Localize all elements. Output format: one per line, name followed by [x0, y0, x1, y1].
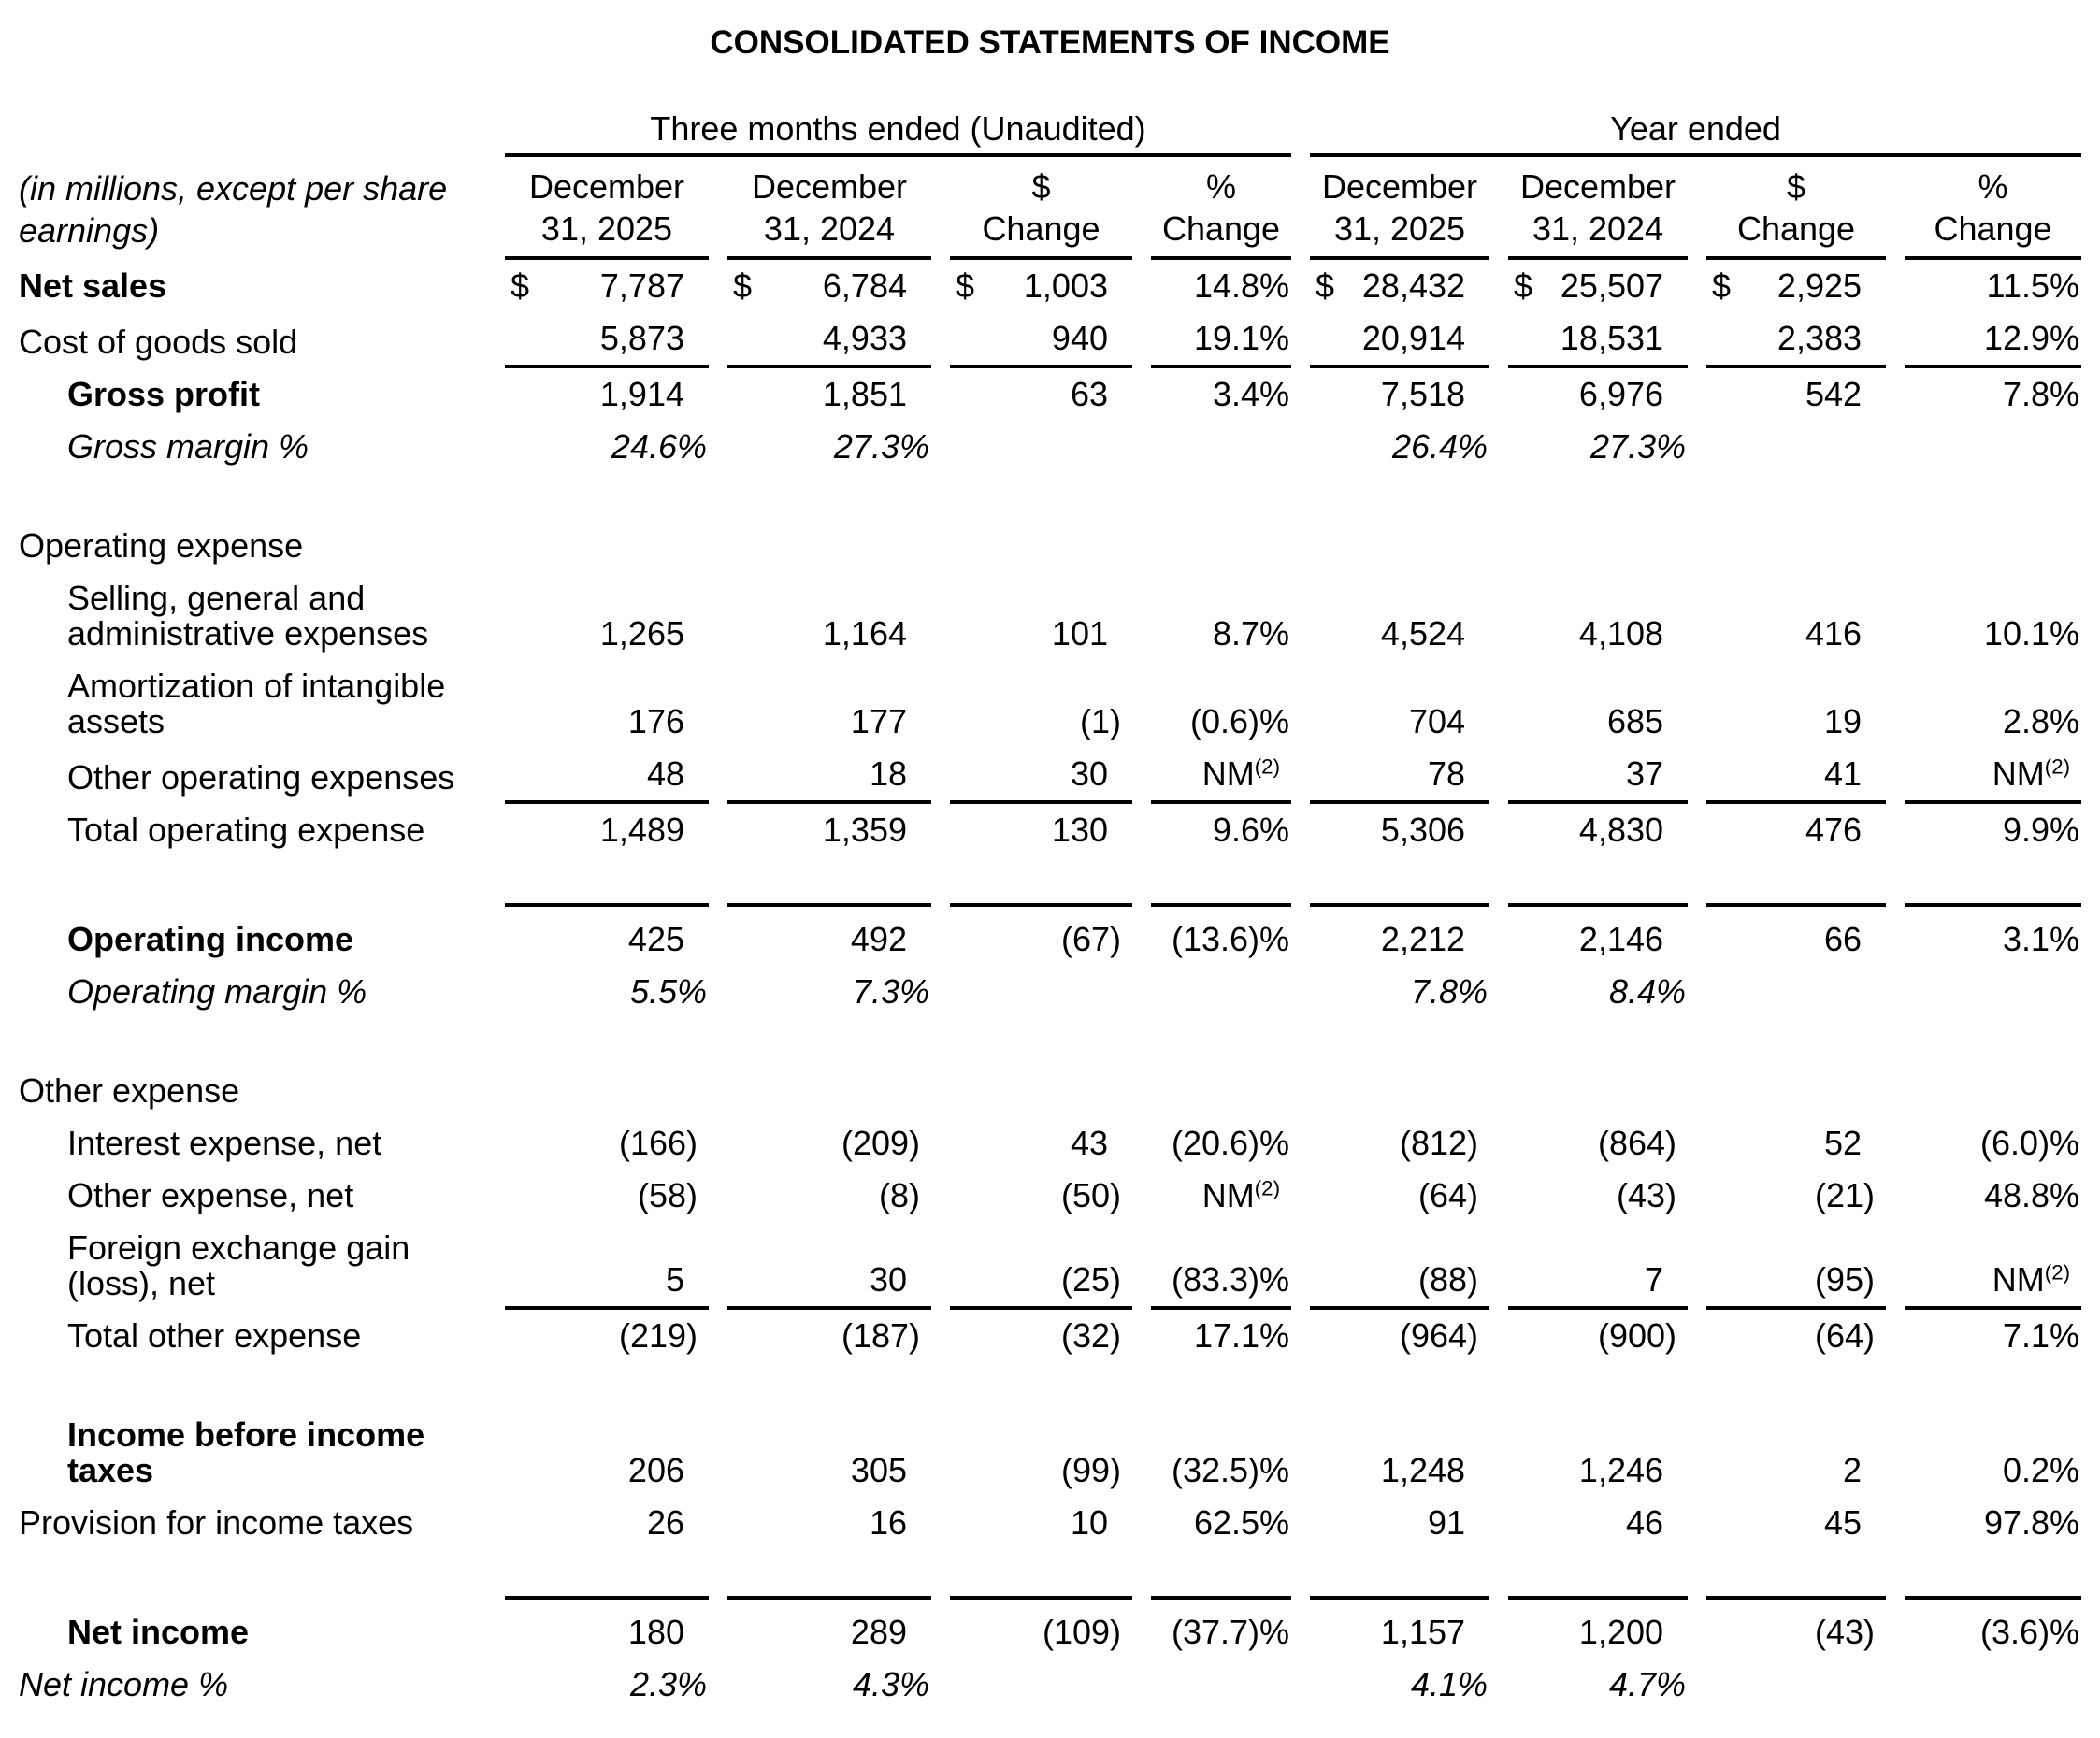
value-cell: 7.8% [1410, 972, 1489, 1011]
value-cell: (64) [1814, 1316, 1876, 1355]
value-cell: (25) [950, 1222, 1132, 1310]
value-cell: $ 1,003 [950, 260, 1132, 312]
value-cell: 1,164 [822, 614, 907, 653]
value-cell: (43) [1616, 1176, 1677, 1214]
value-cell [1310, 520, 1489, 572]
value-cell: (58) [637, 1176, 698, 1214]
value-cell [1706, 421, 1886, 473]
value-cell: 10 [1070, 1503, 1108, 1542]
row-label-line: Provision for income taxes [19, 1503, 414, 1542]
row-label-line: Net income [67, 1613, 250, 1651]
value-cell: 4.3% [852, 1665, 929, 1703]
value-cell: (187) [841, 1316, 920, 1355]
value-cell: 2.3% [629, 1665, 707, 1703]
column-header-line: December [1321, 167, 1478, 206]
table-row [19, 260, 2081, 312]
value-cell: 476 [1805, 811, 1863, 849]
value-cell: (6.0)% [1980, 1124, 2080, 1162]
value-cell: 45 [1823, 1503, 1863, 1542]
dollar-sign: $ [733, 266, 753, 305]
value-cell [1151, 1065, 1291, 1117]
column-header-line: December [751, 167, 908, 206]
value-cell: 26 [646, 1503, 684, 1542]
row-label [19, 421, 486, 473]
value-cell: 46 [1625, 1503, 1664, 1542]
value-cell: 1,914 [599, 375, 684, 413]
spacer-cell [19, 1549, 2081, 1596]
value-cell: $ 25,507 [1508, 260, 1688, 312]
row-label-line: Selling, general and [67, 579, 366, 617]
units-note-line: (in millions, except per share [19, 169, 448, 208]
column-header [1905, 157, 2081, 260]
value-cell: 8.7% [1212, 614, 1290, 653]
group-header-row [19, 103, 2081, 157]
row-label-line: Foreign exchange gain [67, 1228, 410, 1267]
column-header-line: Change [1736, 209, 1856, 248]
value-cell [1905, 421, 2081, 473]
value-cell: (1) [1080, 702, 1121, 740]
value-cell: (109) [950, 1596, 1132, 1659]
table-row [19, 1596, 2081, 1659]
value-cell: 48 [505, 748, 709, 804]
value-cell: 416 [1805, 614, 1863, 653]
column-header-line: 31, 2025 [540, 209, 673, 248]
group-header-three-months: Three months ended (Unaudited) [505, 103, 1291, 157]
value-cell: 1,851 [822, 375, 907, 413]
spacer-cell [19, 1362, 2081, 1409]
row-label [19, 804, 486, 856]
value-cell: 2.8% [2003, 702, 2080, 740]
value-cell: 30 [950, 748, 1132, 804]
row-label [19, 966, 486, 1018]
value-cell: 10.1% [1983, 614, 2080, 653]
value-cell: (0.6)% [1189, 702, 1290, 740]
value-cell: 48.8% [1983, 1176, 2080, 1214]
table-row [19, 520, 2081, 572]
column-header-line: 31, 2024 [1532, 209, 1664, 248]
table-row [19, 1409, 2081, 1497]
value-cell: 37 [1508, 748, 1688, 804]
value-cell [1151, 966, 1291, 1018]
table-row [19, 368, 2081, 421]
value-cell [950, 966, 1132, 1018]
table-row [19, 1659, 2081, 1711]
value-cell: $ 6,784 [727, 260, 931, 312]
value-cell: (8) [879, 1176, 920, 1214]
value-cell: 176 [627, 702, 684, 740]
corner-cell [19, 103, 486, 157]
value-cell: 4,108 [1578, 614, 1664, 653]
value-cell: (864) [1597, 1124, 1677, 1162]
value-cell: 940 [950, 312, 1132, 368]
value-cell: (219) [618, 1316, 698, 1355]
spacer-row [19, 856, 2081, 903]
row-label-line: Amortization of intangible [67, 667, 446, 705]
units-note [19, 157, 486, 260]
value-cell: 4,524 [1380, 614, 1466, 653]
value-cell: 9.6% [1212, 811, 1290, 849]
table-row [19, 660, 2081, 748]
value-cell: (83.3)% [1151, 1222, 1291, 1310]
value-cell: 7 [1508, 1222, 1688, 1310]
value-cell: 1,248 [1380, 1451, 1466, 1489]
table-row [19, 572, 2081, 660]
footnote-marker: (2) [2044, 1260, 2071, 1285]
row-label [19, 1659, 486, 1711]
value-cell: NM$^{(2)}$ [1151, 748, 1291, 804]
value-cell: 7.3% [852, 972, 929, 1011]
table-row [19, 804, 2081, 856]
value-cell: 6,976 [1578, 375, 1664, 413]
value-cell: 78 [1310, 748, 1489, 804]
row-label-line: Other expense [19, 1071, 240, 1110]
value-cell: 492 [727, 903, 931, 966]
table-row [19, 966, 2081, 1018]
value-cell: 1,359 [822, 811, 907, 849]
value-cell: 66 [1706, 903, 1886, 966]
value-cell: 26.4% [1391, 427, 1489, 466]
row-label [19, 572, 486, 660]
value-cell [1905, 520, 2081, 572]
value-cell: 7,518 [1380, 375, 1466, 413]
spacer-cell [19, 473, 2081, 520]
value-cell: 130 [1051, 811, 1108, 849]
dollar-sign: $ [1712, 266, 1732, 305]
value-cell: 2,146 [1508, 903, 1688, 966]
row-label [19, 520, 486, 572]
value-cell [1706, 1065, 1886, 1117]
column-header-line: % [1206, 167, 1237, 206]
value-cell: (20.6)% [1171, 1124, 1290, 1162]
column-header-line: December [1519, 167, 1676, 206]
group-header-year-ended: Year ended [1310, 103, 2081, 157]
value-cell: 43 [1070, 1124, 1108, 1162]
row-label-line: Net sales [19, 266, 167, 305]
row-label-line: Operating income [67, 920, 354, 958]
value-cell [1151, 520, 1291, 572]
row-label-line: (loss), net [67, 1264, 216, 1302]
column-header-line: December [528, 167, 685, 206]
value-cell: $ 2,925 [1706, 260, 1886, 312]
value-cell: 4,830 [1578, 811, 1664, 849]
value-cell: 63 [1070, 375, 1108, 413]
value-cell: 97.8% [1983, 1503, 2080, 1542]
value-cell: (50) [1060, 1176, 1121, 1214]
value-cell: 2,383 [1706, 312, 1886, 368]
value-cell: 3.1% [1905, 903, 2081, 966]
table-row [19, 1117, 2081, 1170]
column-header [1508, 157, 1688, 260]
value-cell: (13.6)% [1151, 903, 1291, 966]
value-cell: 17.1% [1193, 1316, 1290, 1355]
spacer-row [19, 1018, 2081, 1065]
column-header-line: $ [1031, 167, 1051, 206]
column-header-line: Change [1161, 209, 1281, 248]
value-cell: 5,873 [505, 312, 709, 368]
spacer-row [19, 473, 2081, 520]
value-cell [1706, 1659, 1886, 1711]
value-cell [950, 1659, 1132, 1711]
spacer-cell [19, 1018, 2081, 1065]
row-label-line: Cost of goods sold [19, 323, 298, 361]
table-row [19, 1310, 2081, 1362]
table-row [19, 312, 2081, 368]
value-cell: 1,157 [1310, 1596, 1489, 1659]
value-cell: 62.5% [1193, 1503, 1290, 1542]
row-label [19, 1222, 486, 1310]
income-statement-table [0, 103, 2100, 1711]
value-cell: $ 7,787 [505, 260, 709, 312]
table-row [19, 903, 2081, 966]
value-cell: (64) [1417, 1176, 1479, 1214]
value-cell: 101 [1051, 614, 1108, 653]
spacer-row [19, 1549, 2081, 1596]
value-cell: 8.4% [1608, 972, 1687, 1011]
value-cell: (95) [1706, 1222, 1886, 1310]
value-cell [727, 520, 931, 572]
column-header [1151, 157, 1291, 260]
value-cell: 5 [505, 1222, 709, 1310]
value-cell: NM$^{(2)}$ [1905, 1222, 2081, 1310]
value-cell [1151, 421, 1291, 473]
value-cell [950, 421, 1132, 473]
row-label-line: Other expense, net [67, 1176, 354, 1214]
value-cell: (964) [1399, 1316, 1479, 1355]
value-cell: 91 [1427, 1503, 1466, 1542]
table-row [19, 1065, 2081, 1117]
table-row [19, 1222, 2081, 1310]
value-cell: (21) [1814, 1176, 1876, 1214]
dollar-sign: $ [511, 266, 530, 305]
value-cell: 542 [1805, 375, 1863, 413]
value-cell [505, 1065, 709, 1117]
value-cell: 5,306 [1380, 811, 1466, 849]
row-label-line: assets [67, 702, 165, 740]
units-note-line: earnings) [19, 211, 160, 250]
value-cell: 18 [727, 748, 931, 804]
value-cell: 180 [505, 1596, 709, 1659]
value-cell [950, 520, 1132, 572]
dollar-sign: $ [1514, 266, 1533, 305]
value-cell: 24.6% [611, 427, 707, 466]
spacer-cell [19, 856, 2081, 903]
dollar-sign: $ [1316, 266, 1335, 305]
value-cell: 289 [727, 1596, 931, 1659]
value-cell: (67) [950, 903, 1132, 966]
column-header-line: Change [1934, 209, 2052, 248]
value-cell: 4.1% [1410, 1665, 1489, 1703]
value-cell [1905, 966, 2081, 1018]
row-label [19, 903, 486, 966]
row-label-line: Interest expense, net [67, 1124, 382, 1162]
dollar-sign: $ [956, 266, 975, 305]
value-cell: NM$^{(2)}$ [1905, 748, 2081, 804]
row-label [19, 1065, 486, 1117]
column-header-line: 31, 2024 [763, 209, 896, 248]
table-row [19, 748, 2081, 804]
column-header [727, 157, 931, 260]
income-table-body [19, 103, 2081, 1711]
value-cell: $ 28,432 [1310, 260, 1489, 312]
column-header-row [19, 157, 2081, 260]
value-cell [950, 1065, 1132, 1117]
column-header-line: % [1978, 167, 2008, 206]
row-label [19, 1409, 486, 1497]
value-cell: (37.7)% [1151, 1596, 1291, 1659]
column-header-line: $ [1787, 167, 1806, 206]
value-cell [1706, 966, 1886, 1018]
footnote-marker: (2) [2044, 754, 2071, 779]
row-label-line: Net income % [19, 1665, 229, 1703]
value-cell: 19.1% [1151, 312, 1291, 368]
row-label [19, 368, 486, 421]
value-cell: (3.6)% [1905, 1596, 2081, 1659]
column-header [1310, 157, 1489, 260]
column-header-line: 31, 2025 [1333, 209, 1466, 248]
value-cell: (99) [1060, 1451, 1121, 1489]
value-cell [1905, 1659, 2081, 1711]
value-cell: 52 [1823, 1124, 1863, 1162]
value-cell: 206 [627, 1451, 684, 1489]
table-row [19, 1170, 2081, 1222]
value-cell [505, 520, 709, 572]
value-cell: 27.3% [833, 427, 929, 466]
value-cell: 177 [850, 702, 907, 740]
row-label [19, 748, 486, 804]
column-header [505, 157, 709, 260]
value-cell [727, 1065, 931, 1117]
value-cell: 11.5% [1986, 266, 2080, 305]
value-cell: 4.7% [1608, 1665, 1687, 1703]
value-cell: 19 [1823, 702, 1863, 740]
row-label-line: Operating expense [19, 526, 304, 565]
row-label [19, 1497, 486, 1549]
value-cell: (166) [618, 1124, 698, 1162]
row-label-line: taxes [67, 1451, 154, 1489]
row-label-line: Gross margin % [67, 427, 309, 466]
value-cell: 12.9% [1905, 312, 2081, 368]
footnote-marker: (2) [1254, 1176, 1281, 1200]
value-cell: 9.9% [2003, 811, 2080, 849]
value-cell: 1,489 [599, 811, 684, 849]
value-cell: 685 [1606, 702, 1664, 740]
value-cell: 18,531 [1508, 312, 1688, 368]
value-cell: (32) [1060, 1316, 1121, 1355]
row-label-line: administrative expenses [67, 614, 429, 653]
value-cell: 704 [1408, 702, 1466, 740]
value-cell: 14.8% [1193, 266, 1290, 305]
value-cell: 41 [1706, 748, 1886, 804]
value-cell [1310, 1065, 1489, 1117]
value-cell [1508, 520, 1688, 572]
value-cell: (43) [1706, 1596, 1886, 1659]
value-cell: 305 [850, 1451, 907, 1489]
value-cell: 1,265 [599, 614, 684, 653]
column-header [1706, 157, 1886, 260]
report-title: CONSOLIDATED STATEMENTS OF INCOME [710, 24, 1390, 61]
row-label [19, 1596, 486, 1659]
value-cell: 27.3% [1589, 427, 1687, 466]
value-cell: 5.5% [629, 972, 707, 1011]
value-cell [1151, 1659, 1291, 1711]
row-label [19, 1310, 486, 1362]
value-cell: 425 [505, 903, 709, 966]
column-header-line: Change [982, 209, 1100, 248]
value-cell: 2 [1842, 1451, 1863, 1489]
row-label [19, 260, 486, 312]
row-label [19, 1117, 486, 1170]
value-cell: 0.2% [2003, 1451, 2080, 1489]
footnote-marker: (2) [1254, 754, 1281, 779]
value-cell: 4,933 [727, 312, 931, 368]
value-cell: (32.5)% [1171, 1451, 1290, 1489]
value-cell [1508, 1065, 1688, 1117]
table-row [19, 1497, 2081, 1549]
row-label [19, 660, 486, 748]
value-cell: 30 [727, 1222, 931, 1310]
value-cell: 16 [869, 1503, 907, 1542]
value-cell: 2,212 [1310, 903, 1489, 966]
value-cell: 1,200 [1508, 1596, 1688, 1659]
value-cell: 7.1% [2003, 1316, 2080, 1355]
row-label [19, 1170, 486, 1222]
row-label-line: Other operating expenses [67, 758, 455, 797]
row-label-line: Gross profit [67, 375, 261, 413]
row-label-line: Total operating expense [67, 811, 425, 849]
value-cell: (88) [1310, 1222, 1489, 1310]
row-label [19, 312, 486, 368]
value-cell [1905, 1065, 2081, 1117]
spacer-row [19, 1362, 2081, 1409]
value-cell: (900) [1597, 1316, 1677, 1355]
row-label-line: Operating margin % [67, 972, 367, 1011]
value-cell: 20,914 [1310, 312, 1489, 368]
table-row [19, 421, 2081, 473]
value-cell: 1,246 [1578, 1451, 1664, 1489]
value-cell: (209) [841, 1124, 920, 1162]
value-cell: (812) [1399, 1124, 1479, 1162]
value-cell: 3.4% [1212, 375, 1290, 413]
value-cell: 7.8% [2003, 375, 2080, 413]
row-label-line: Income before income [67, 1415, 425, 1454]
column-header [950, 157, 1132, 260]
value-cell: NM$^{(2)}$ [1201, 1176, 1281, 1214]
row-label-line: Total other expense [67, 1316, 362, 1355]
value-cell [1706, 520, 1886, 572]
